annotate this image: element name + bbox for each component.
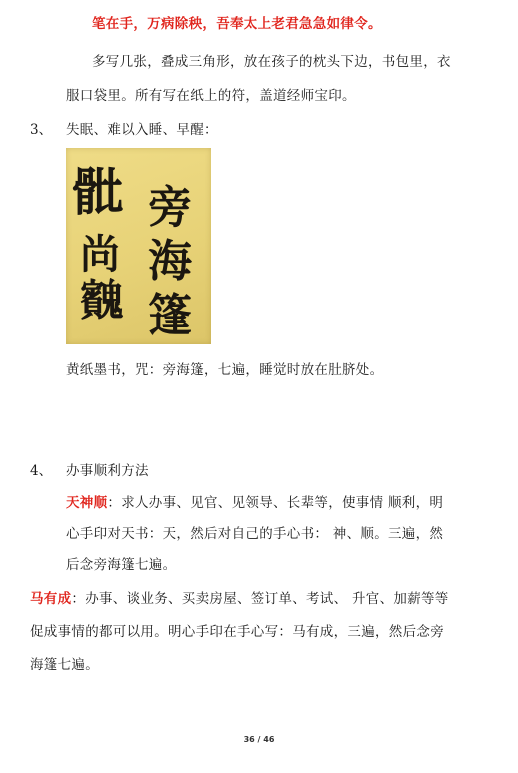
talisman-glyph-left-mid: 尚 <box>80 231 120 278</box>
item-line <box>66 491 443 511</box>
talisman-glyph-right-2: 海 <box>148 236 192 287</box>
talisman-glyph-right-3: 篷 <box>148 290 192 341</box>
item-line: 心手印对天书：天，然后对自己的手心书： 神、顺。三遍，然 <box>66 526 444 542</box>
talisman-glyph-right-1: 旁 <box>148 182 192 233</box>
section-number: 3、 <box>30 122 53 138</box>
item-text: ：办事、谈业务、买卖房屋、签订单、考试、 升官、加薪等等 <box>71 591 449 607</box>
item-label-tianshenshun: 天神顺 <box>66 495 108 511</box>
section-title: 失眠、难以入睡、早醒： <box>66 122 218 138</box>
item-line <box>30 587 449 607</box>
page-number: 36 <box>243 735 255 744</box>
item-line: 海篷七遍。 <box>30 657 99 673</box>
item-line: 促成事情的都可以用。明心手印在手心写：马有成，三遍，然后念旁 <box>30 624 444 640</box>
talisman-image <box>66 148 211 344</box>
page-separator: / <box>257 735 261 744</box>
section-number: 4、 <box>30 463 53 479</box>
talisman-glyph-left-top: 𩨨 <box>72 162 125 223</box>
paragraph-line: 多写几张，叠成三角形，放在孩子的枕头下边，书包里，衣 <box>92 54 451 70</box>
item-label-mayoucheng: 马有成 <box>30 591 72 607</box>
paragraph-line: 服口袋里。所有写在纸上的符，盖道经师宝印。 <box>66 88 356 104</box>
spell-line: 笔在手，万病除秧，吾奉太上老君急急如律令。 <box>92 16 382 32</box>
talisman-glyph-left-bottom: 𩴱 <box>80 276 124 327</box>
item-line: 后念旁海篷七遍。 <box>66 557 177 573</box>
talisman-calligraphy <box>66 148 211 344</box>
page-total: 46 <box>263 735 275 744</box>
talisman-caption: 黄纸墨书，咒：旁海篷，七遍，睡觉时放在肚脐处。 <box>66 362 384 378</box>
section-title: 办事顺利方法 <box>66 463 149 479</box>
page-footer <box>0 735 518 744</box>
item-text: ：求人办事、见官、见领导、长辈等，使事情 顺利，明 <box>107 495 444 511</box>
